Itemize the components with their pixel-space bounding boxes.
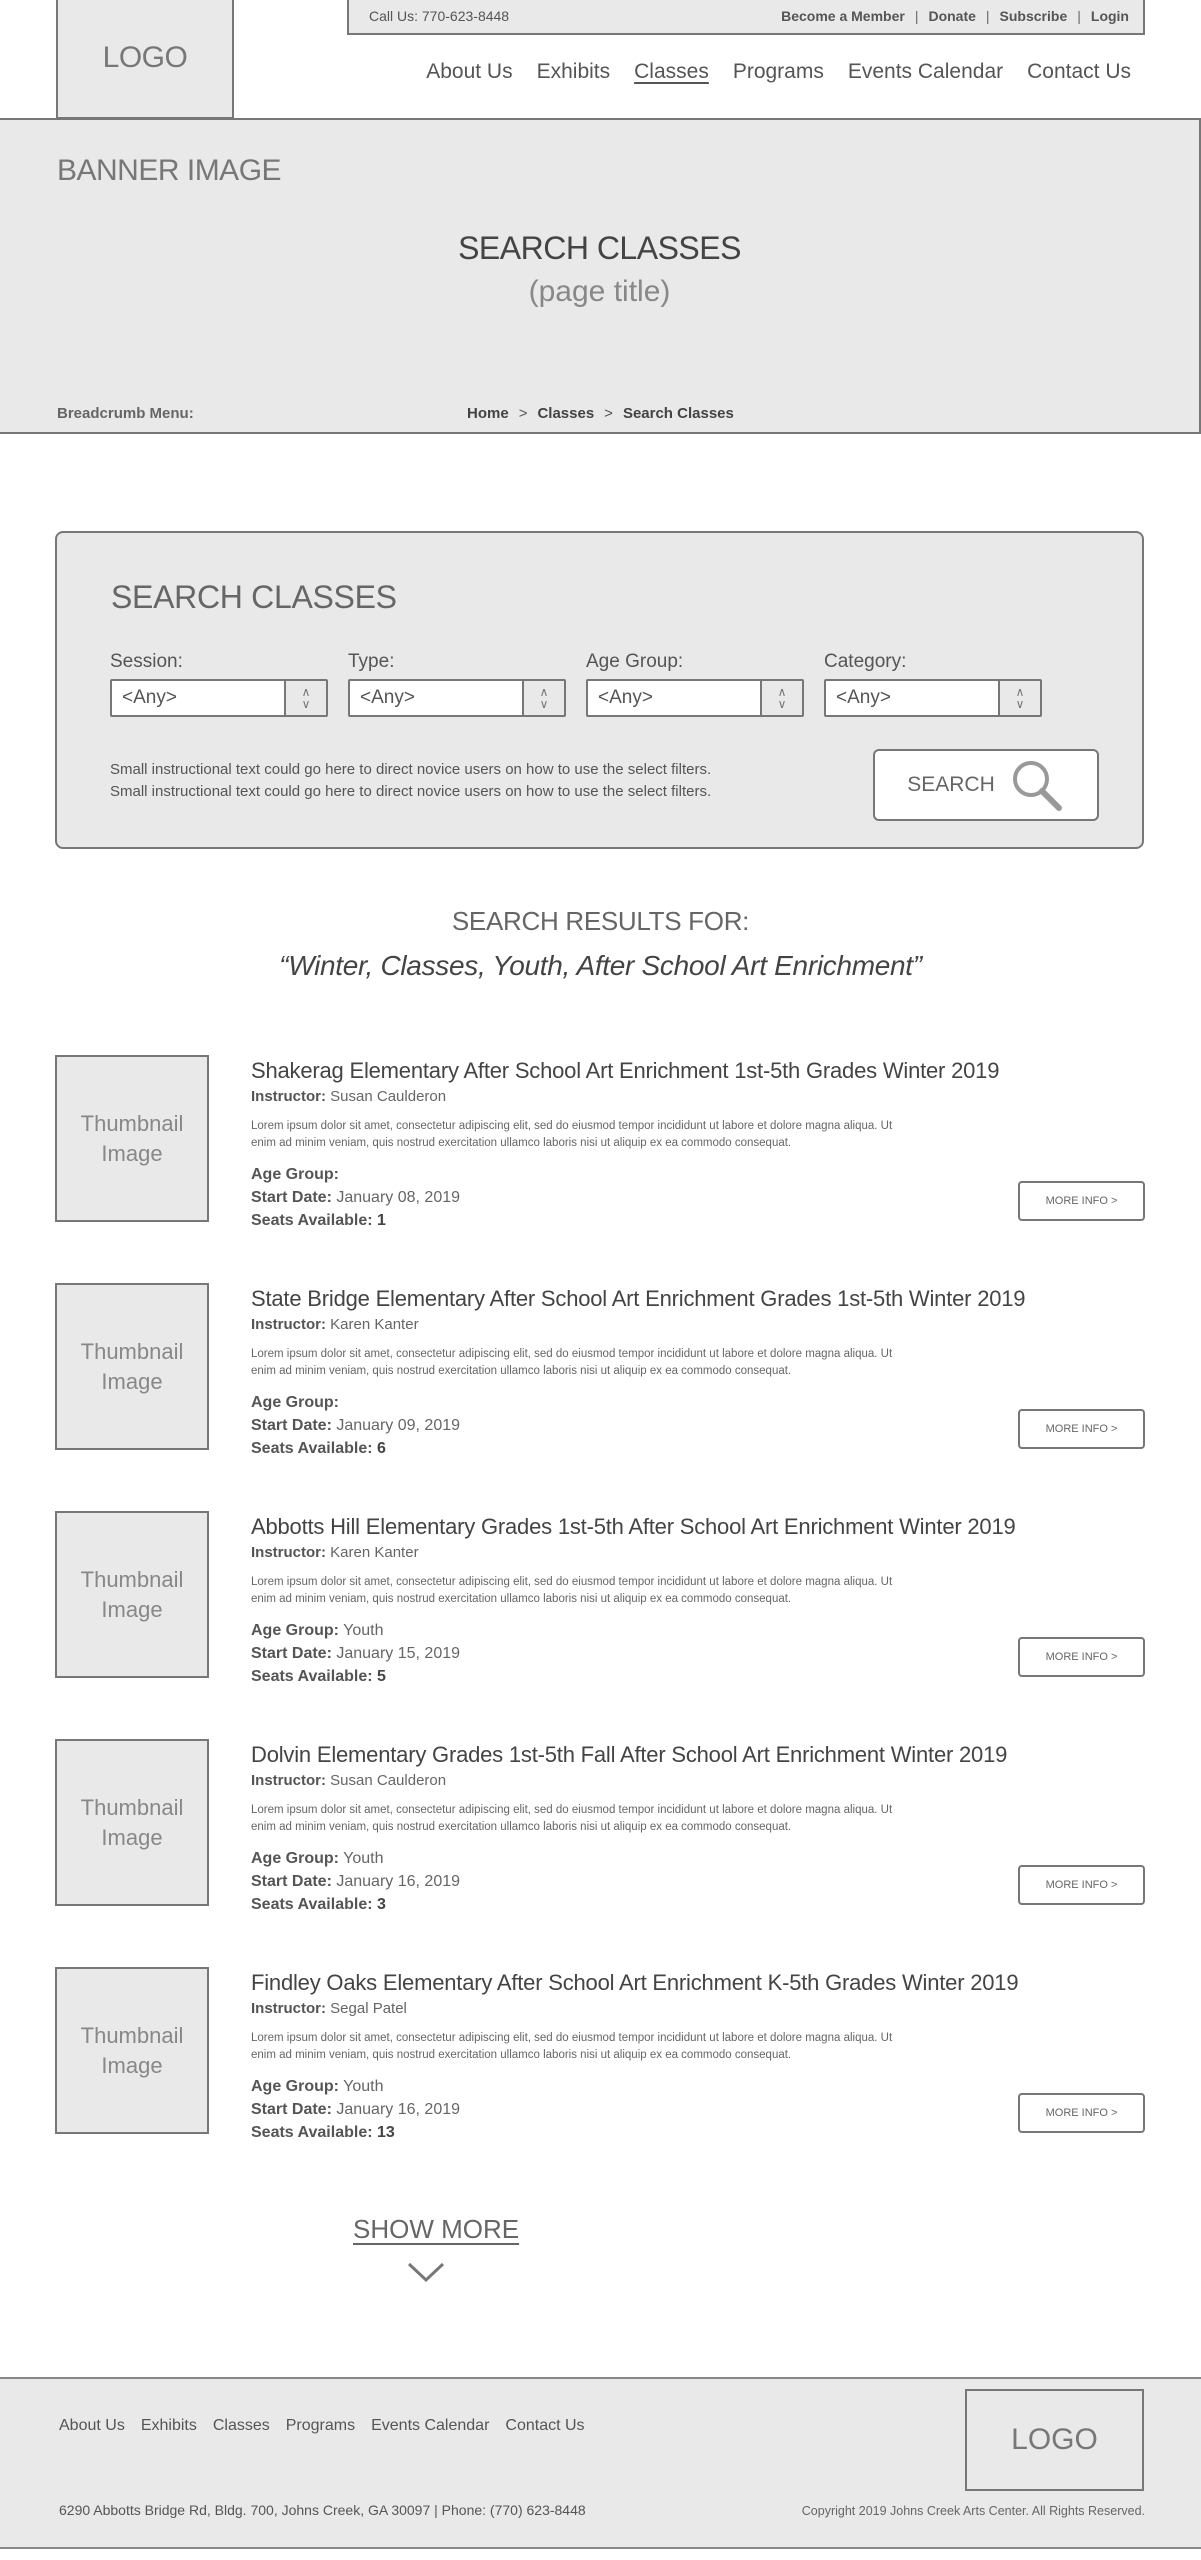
filter-label: Type: [348,651,395,672]
result-item [0,1501,1201,1685]
up-down-arrows-icon[interactable]: ∧ ∨ [284,681,326,715]
up-down-arrows-icon[interactable]: ∧ ∨ [522,681,564,715]
class-description [251,1346,991,1380]
class-description [251,1574,991,1608]
search-button-label: SEARCH [907,773,995,796]
nav-classes[interactable]: Classes [634,60,709,83]
search-instructions [110,759,711,803]
thumbnail-label: Thumbnail Image [80,1566,184,1622]
page-title: SEARCH CLASSES [458,230,741,266]
class-meta [251,1163,460,1232]
class-title[interactable]: State Bridge Elementary After School Art Enrichment Grades 1st-5th Winter 2019 [251,1286,1026,1311]
filter-label: Category: [824,651,907,672]
up-down-arrows-icon[interactable]: ∧ ∨ [760,681,802,715]
seats-label: Seats Available: [251,2124,373,2141]
more-info-button[interactable] [1018,1865,1145,1905]
start-date-row [251,1642,460,1665]
instructor-label: Instructor: [251,1316,326,1333]
age-group-label: Age Group: [251,1850,339,1867]
more-info-label: MORE INFO > [1045,1195,1118,1207]
description-line: Lorem ipsum dolor sit amet, consectetur adipiscing elit, sed do eiusmod tempor incididunt ut labore et dolore magna aliqua. Ut [251,1576,893,1588]
class-meta [251,2075,460,2144]
breadcrumb-home[interactable]: Home [467,405,509,422]
nav-contact-us[interactable]: Contact Us [1027,60,1131,83]
start-date-value: January 16, 2019 [336,2101,461,2118]
divider: | [1077,7,1081,24]
utility-links [781,8,1129,24]
header-logo-label: LOGO [102,40,188,74]
seats-label: Seats Available: [251,1668,373,1685]
result-item [0,1957,1201,2141]
thumbnail-label: Thumbnail Image [80,2022,184,2078]
age-group-row [251,1847,460,1870]
seats-label: Seats Available: [251,1212,373,1229]
start-date-label: Start Date: [251,1189,332,1206]
thumbnail-image[interactable] [55,1739,209,1906]
instructor-label: Instructor: [251,1772,326,1789]
select-value: <Any> [360,687,415,708]
more-info-button[interactable] [1018,1409,1145,1449]
footer-nav-exhibits[interactable]: Exhibits [140,2417,197,2434]
start-date-value: January 15, 2019 [336,1645,461,1662]
breadcrumb-separator: > [604,405,613,422]
filter-age-group [586,651,804,717]
class-description [251,2030,991,2064]
select-value: <Any> [836,687,891,708]
class-instructor [251,1316,419,1333]
seats-row [251,2121,460,2144]
thumbnail-image[interactable] [55,1967,209,2134]
start-date-row [251,1870,460,1893]
footer-logo-label: LOGO [1011,2423,1098,2456]
select-value: <Any> [122,687,177,708]
thumbnail-image[interactable] [55,1283,209,1450]
donate-link[interactable]: Donate [928,7,976,24]
more-info-button[interactable] [1018,2093,1145,2133]
nav-about-us[interactable]: About Us [426,60,513,83]
search-filters [110,651,1042,717]
footer [0,2377,1201,2549]
description-line: Lorem ipsum dolor sit amet, consectetur adipiscing elit, sed do eiusmod tempor incididunt ut labore et dolore magna aliqua. Ut [251,1804,893,1816]
instruction-line: Small instructional text could go here to direct novice users on how to use the select filters. [110,761,712,778]
instructor-label: Instructor: [251,2000,326,2017]
more-info-button[interactable] [1018,1181,1145,1221]
description-line: enim ad minim veniam, quis nostrud exercitation ullamco laboris nisi ut aliquip ex ea commodo consequat. [251,1593,792,1605]
search-button[interactable] [873,749,1099,821]
result-item [0,1045,1201,1229]
age-group-row [251,1391,460,1414]
chevron-down-icon[interactable] [406,2260,446,2284]
footer-nav-contact-us[interactable]: Contact Us [505,2417,585,2434]
instructor-value: Segal Patel [330,2000,407,2017]
divider: | [914,7,919,24]
age-group-row [251,1163,460,1186]
seats-row [251,1893,460,1916]
breadcrumb-bar [0,392,1201,434]
class-title[interactable]: Abbotts Hill Elementary Grades 1st-5th After School Art Enrichment Winter 2019 [251,1514,1016,1539]
footer-nav-programs[interactable]: Programs [285,2417,356,2434]
results-heading: SEARCH RESULTS FOR: [451,906,750,936]
age-group-label: Age Group: [251,1394,339,1411]
age-group-value: Youth [343,1622,384,1639]
class-title[interactable]: Shakerag Elementary After School Art Enrichment 1st-5th Grades Winter 2019 [251,1058,1000,1083]
breadcrumb-label: Breadcrumb Menu: [57,405,194,422]
search-icon [1009,758,1065,812]
class-title[interactable]: Findley Oaks Elementary After School Art Enrichment K-5th Grades Winter 2019 [251,1970,1019,1995]
age-group-row [251,2075,460,2098]
start-date-row [251,1414,460,1437]
seats-label: Seats Available: [251,1440,373,1457]
copyright-text: Copyright 2019 Johns Creek Arts Center. All Rights Reserved. [801,2504,1145,2518]
show-more-link[interactable]: SHOW MORE [353,2214,520,2244]
start-date-row [251,1186,460,1209]
filter-label: Age Group: [586,651,684,672]
filter-label: Session: [110,651,183,672]
more-info-button[interactable] [1018,1637,1145,1677]
age-group-row [251,1619,460,1642]
footer-nav-classes[interactable]: Classes [212,2417,270,2434]
footer-logo[interactable] [965,2389,1144,2491]
nav-events-calendar[interactable]: Events Calendar [847,60,1004,83]
start-date-row [251,2098,460,2121]
instructor-value: Karen Kanter [330,1316,419,1333]
class-title[interactable]: Dolvin Elementary Grades 1st-5th Fall After School Art Enrichment Winter 2019 [251,1742,1008,1767]
description-line: Lorem ipsum dolor sit amet, consectetur adipiscing elit, sed do eiusmod tempor incididunt ut labore et dolore magna aliqua. Ut [251,2032,893,2044]
class-meta [251,1847,460,1916]
age-group-label: Age Group: [251,1166,339,1183]
seats-row [251,1665,460,1688]
thumbnail-label: Thumbnail Image [80,1338,184,1394]
nav-programs[interactable]: Programs [732,60,824,83]
result-item [0,1273,1201,1457]
start-date-value: January 09, 2019 [336,1417,461,1434]
banner-image-label: BANNER IMAGE [57,154,282,187]
more-info-label: MORE INFO > [1045,2107,1118,2119]
footer-address: 6290 Abbotts Bridge Rd, Bldg. 700, Johns Creek, GA 30097 | Phone: (770) 623-8448 [59,2502,586,2518]
session-select[interactable] [110,679,328,717]
instructor-value: Susan Caulderon [330,1772,447,1789]
result-item [0,1729,1201,1913]
seats-value: 1 [377,1212,386,1229]
seats-value: 6 [377,1440,386,1457]
subscribe-link[interactable]: Subscribe [999,7,1068,24]
search-panel [55,531,1144,849]
banner [0,118,1201,394]
seats-row [251,1209,460,1232]
breadcrumb-classes[interactable]: Classes [537,405,595,422]
description-line: Lorem ipsum dolor sit amet, consectetur adipiscing elit, sed do eiusmod tempor incididunt ut labore et dolore magna aliqua. Ut [251,1120,893,1132]
description-line: enim ad minim veniam, quis nostrud exercitation ullamco laboris nisi ut aliquip ex ea commodo consequat. [251,1821,792,1833]
class-instructor [251,1544,419,1561]
main-nav [426,60,1131,84]
start-date-label: Start Date: [251,1873,332,1890]
footer-nav [59,2417,585,2435]
class-description [251,1802,991,1836]
breadcrumb-current: Search Classes [622,405,734,422]
instruction-line: Small instructional text could go here to direct novice users on how to use the select filters. [110,783,712,800]
divider: | [985,7,990,24]
start-date-label: Start Date: [251,1417,332,1434]
thumbnail-image[interactable] [55,1055,209,1222]
age-group-label: Age Group: [251,2078,339,2095]
start-date-label: Start Date: [251,1645,332,1662]
type-select[interactable] [348,679,566,717]
thumbnail-label: Thumbnail Image [80,1110,184,1166]
breadcrumb [467,405,734,422]
age-group-label: Age Group: [251,1622,339,1639]
thumbnail-image[interactable] [55,1511,209,1678]
filter-session [110,651,328,717]
category-select[interactable] [824,679,1042,717]
start-date-value: January 08, 2019 [336,1189,461,1206]
login-link[interactable]: Login [1090,7,1129,24]
results-query: “Winter, Classes, Youth, After School Art Enrichment” [279,950,922,981]
utility-bar [347,0,1145,35]
breadcrumb-separator: > [518,405,528,422]
seats-value: 13 [377,2124,395,2141]
class-meta [251,1391,460,1460]
instructor-label: Instructor: [251,1088,326,1105]
search-heading: SEARCH CLASSES [111,579,397,615]
call-us-text: Call Us: 770-623-8448 [369,7,510,24]
footer-nav-events-calendar[interactable]: Events Calendar [371,2417,490,2434]
seats-value: 5 [377,1668,386,1685]
instructor-value: Karen Kanter [330,1544,419,1561]
filter-type [348,651,566,717]
description-line: Lorem ipsum dolor sit amet, consectetur adipiscing elit, sed do eiusmod tempor incididunt ut labore et dolore magna aliqua. Ut [251,1348,893,1360]
more-info-label: MORE INFO > [1045,1879,1118,1891]
instructor-value: Susan Caulderon [330,1088,447,1105]
thumbnail-label: Thumbnail Image [80,1794,184,1850]
age-group-select[interactable] [586,679,804,717]
class-meta [251,1619,460,1688]
age-group-value: Youth [343,1850,384,1867]
filter-category [824,651,1042,717]
up-down-arrows-icon[interactable]: ∧ ∨ [998,681,1040,715]
class-instructor [251,1772,446,1789]
start-date-label: Start Date: [251,2101,332,2118]
class-description [251,1118,991,1152]
instructor-label: Instructor: [251,1544,326,1561]
description-line: enim ad minim veniam, quis nostrud exercitation ullamco laboris nisi ut aliquip ex ea commodo consequat. [251,1365,792,1377]
seats-row [251,1437,460,1460]
class-instructor [251,1088,446,1105]
page-subtitle: (page title) [528,275,671,308]
seats-label: Seats Available: [251,1896,373,1913]
nav-exhibits[interactable]: Exhibits [536,60,611,83]
more-info-label: MORE INFO > [1045,1423,1118,1435]
select-value: <Any> [598,687,653,708]
header-logo[interactable] [56,0,234,119]
seats-value: 3 [377,1896,386,1913]
description-line: enim ad minim veniam, quis nostrud exercitation ullamco laboris nisi ut aliquip ex ea commodo consequat. [251,1137,792,1149]
footer-nav-about-us[interactable]: About Us [59,2417,125,2434]
description-line: enim ad minim veniam, quis nostrud exercitation ullamco laboris nisi ut aliquip ex ea commodo consequat. [251,2049,792,2061]
age-group-value: Youth [343,2078,384,2095]
start-date-value: January 16, 2019 [336,1873,461,1890]
class-instructor [251,2000,407,2017]
become-member-link[interactable]: Become a Member [781,7,905,24]
more-info-label: MORE INFO > [1045,1651,1118,1663]
